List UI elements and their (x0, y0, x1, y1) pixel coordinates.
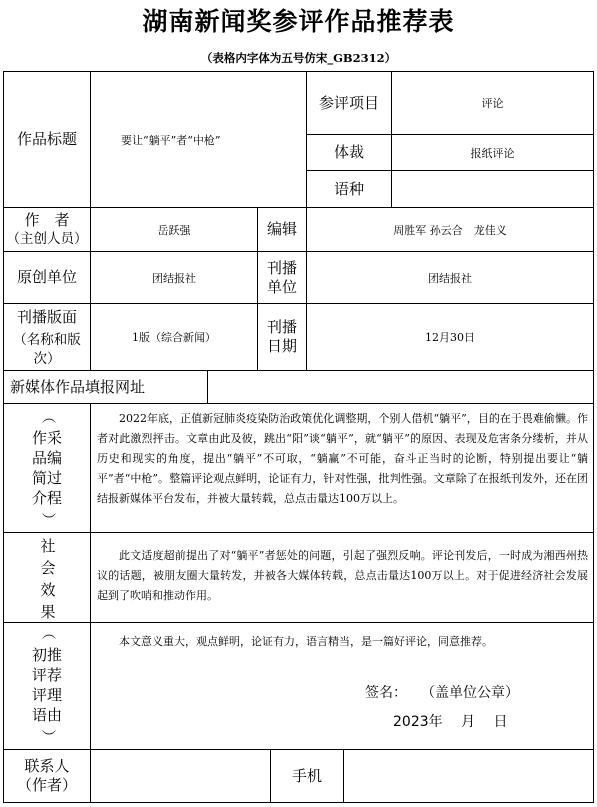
editor-value: 周胜军 孙云合 龙佳义 (393, 223, 507, 237)
publisher-label-line2: 单位 (266, 277, 297, 296)
page-subtitle: （表格内字体为五号仿宋_GB2312） (200, 51, 397, 65)
date-value: 12月30日 (425, 331, 475, 344)
contact-label (4, 750, 90, 802)
signature-date: 2023年 月 日 (393, 714, 508, 730)
review-text: 本文意义重大，观点鲜明，论证有力，语言精当，是一篇好评论，同意推荐。 (119, 635, 493, 648)
editor-label: 编辑 (266, 220, 297, 238)
author-label-line1: 作 者 (24, 210, 70, 229)
origin-label: 原创单位 (16, 268, 77, 286)
intro-text: 2022年底，正值新冠肺炎疫染防治政策优化调整期，个别人借机“躺平”，目的在于畏难偷懒。作者对此激烈抨击。文章由此及彼，跳出“阳”谈“躺平”，就“躺平”的原因、表现及危害条分缕析，并从历史和现实的角度，提出“躺平”不可取，“躺赢”不可能，奋斗正当时的论断，特别提出要让“躺平”者“中枪”。整篇评论观点鲜明，论证有力，针对性强，批判性强。文章除了在报纸刊发外，还在团结报新媒体平台发布，并被大量转载，总点击量达100万以上。 (97, 412, 588, 505)
category-value: 评论 (481, 97, 504, 110)
genre-value: 报纸评论 (470, 146, 515, 160)
contact-label-line2: （作者） (16, 776, 77, 794)
publisher-label-line1: 刊播 (266, 258, 297, 277)
author-value: 岳跃强 (157, 223, 191, 237)
newmedia-value (208, 371, 593, 403)
review-label-paren-top: ︵ (42, 626, 56, 642)
origin-value: 团结报社 (152, 271, 196, 285)
review-label: 初推 评荐 评理 语由 (31, 646, 62, 724)
work-title-label: 作品标题 (16, 130, 77, 148)
date-label-line1: 刊播 (266, 318, 297, 336)
newmedia-label: 新媒体作品填报网址 (10, 377, 146, 396)
phone-value (344, 750, 593, 802)
contact-value (91, 750, 270, 802)
edition-label-line1: 刊播版面 (16, 308, 77, 326)
edition-value: 1版（综合新闻） (132, 331, 216, 344)
intro-label-paren-top: ︵ (42, 410, 56, 426)
genre-label: 体裁 (333, 143, 364, 161)
review-label-paren-bottom: ︶ (42, 730, 56, 746)
phone-label: 手机 (291, 766, 322, 785)
intro-label-paren-bottom: ︶ (42, 513, 56, 529)
edition-label (4, 304, 90, 370)
language-value (392, 171, 593, 207)
effect-text: 此文适度超前提出了对“躺平”者惩处的问题，引起了强烈反响。评论刊发后，一时成为湘西州热议的话题，被朋友圈大量转发，并被各大媒体转载，总点击量达100万以上。对于促进经济社会发展起到了吹哨和推动作用。 (97, 549, 588, 602)
publisher-label (258, 252, 306, 303)
edition-label-line2: （名称和版次） (13, 332, 81, 367)
effect-label: 社 会 效 果 (40, 537, 56, 621)
intro-label: 作采 品编 简过 介程 (31, 429, 62, 507)
date-label-line2: 日期 (266, 337, 297, 355)
work-title-value: 要让“躺平”者“中枪” (121, 133, 221, 147)
date-label (258, 304, 306, 370)
page-title: 湖南新闻奖参评作品推荐表 (142, 7, 455, 36)
category-label: 参评项目 (318, 93, 379, 112)
signature-line: 签名： （盖单位公章） (365, 685, 519, 701)
language-label: 语种 (333, 179, 364, 198)
publisher-value: 团结报社 (428, 271, 472, 285)
author-label-line2: （主创人员） (6, 230, 88, 247)
contact-label-line1: 联系人 (24, 757, 70, 775)
author-label (4, 208, 90, 251)
